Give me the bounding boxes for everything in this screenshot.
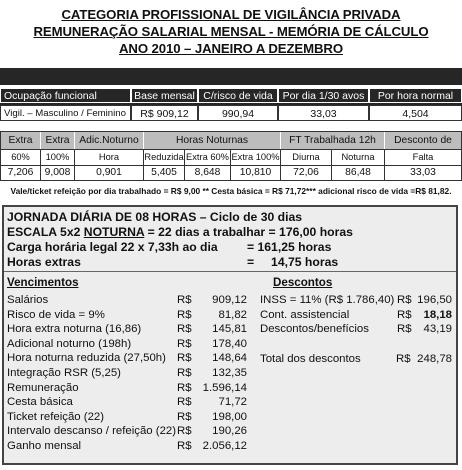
vencimento-item-label: Risco de vida = 9% (7, 308, 105, 321)
table2-sub-falta: Falta (412, 152, 434, 162)
table1-header-dia: Por dia 1/30 avos (278, 88, 369, 103)
vencimento-item-label: Ganho mensal (7, 440, 82, 452)
vencimento-item-value: 71,72 (218, 396, 247, 409)
vencimento-item-currency: R$ (177, 425, 192, 438)
vencimento-item-value: 81,82 (218, 308, 247, 321)
carga-label: Carga horária legal 22 x 7,33h ao dia (7, 240, 218, 254)
table2-val-diurna: 72,06 (281, 166, 332, 180)
vencimento-item-value: 909,12 (212, 294, 247, 306)
vencimento-item-label: Integração RSR (5,25) (7, 367, 121, 379)
table1-cell-risco: 990,94 (198, 105, 278, 121)
vencimento-item-currency: R$ (177, 337, 192, 350)
table2-sub-reduzida: Reduzida (144, 150, 185, 165)
descontos-heading: Descontos (273, 276, 333, 289)
benefits-note: Vale/ticket refeição por dia trabalhado = R$ 9,00 ** Cesta básica = R$ 71,72*** adicional risco de vida =R$ 81,82. (10, 186, 452, 196)
escala-line (7, 225, 353, 239)
vencimento-item-currency: R$ (177, 323, 192, 336)
desconto-item-value: 196,50 (417, 294, 452, 306)
escala-suffix: = 22 dias a trabalhar = 176,00 horas (144, 225, 353, 239)
table2-group-ft: FT Trabalhada 12h (281, 132, 385, 149)
vencimento-item-value: 2.056,12 (202, 440, 247, 452)
table1-header-ocupacao: Ocupação funcional (0, 88, 131, 103)
table2-group-extra-60: Extra (1, 132, 41, 149)
table2-sub-100: 100% (41, 150, 75, 165)
vencimento-item-label: Hora noturna reduzida (27,50h) (7, 352, 166, 365)
vencimento-item-label: Hora extra noturna (16,86) (7, 323, 142, 336)
vencimento-item-currency: R$ (177, 367, 192, 379)
vencimento-item-currency: R$ (177, 440, 192, 452)
table2-group-horas-noturnas: Horas Noturnas (144, 132, 281, 149)
vencimento-item-value: 145,81 (212, 323, 247, 336)
table2 (0, 131, 462, 181)
table2-group-adicional: Adic.Noturno (75, 132, 144, 149)
table1-cell-ocupacao: Vigil. – Masculino / Feminino (0, 105, 131, 121)
table2-val-reduzida: 5,405 (144, 166, 185, 180)
table1-top-bar (0, 68, 462, 85)
desconto-item-label: Descontos/benefícios (260, 323, 369, 335)
vencimento-item-label: Adicional noturno (198h) (7, 337, 132, 350)
vencimento-item-value: 190,26 (212, 425, 247, 438)
table2-val-100: 9,008 (41, 166, 75, 180)
extras-value: = 14,75 horas (247, 255, 339, 269)
table2-val-60: 7,206 (1, 166, 41, 180)
table2-group-extra-100: Extra (41, 132, 75, 149)
title-line-1: CATEGORIA PROFISSIONAL DE VIGILÂNCIA PRIVADA (61, 7, 401, 22)
carga-value: = 161,25 horas (247, 240, 332, 254)
desconto-item-currency: R$ (397, 323, 412, 335)
vencimento-item-value: 1.596,14 (202, 381, 247, 394)
escala-prefix: ESCALA 5x2 (7, 225, 84, 239)
table2-sub-hora: Hora (75, 150, 144, 165)
desconto-item-label: Total dos descontos (260, 353, 361, 365)
vencimento-item-label: Salários (7, 294, 49, 306)
jornada-title: JORNADA DIÁRIA DE 08 HORAS – Ciclo de 30 dias (7, 210, 303, 224)
escala-keyword: NOTURNA (83, 225, 145, 239)
desconto-item-currency: R$ (397, 294, 412, 306)
vencimento-item-value: 178,40 (212, 337, 247, 350)
desconto-item-value: 43,19 (423, 323, 452, 335)
desconto-item-value: 248,78 (417, 353, 452, 365)
table2-sub-60: 60% (1, 150, 41, 165)
vencimentos-heading: Vencimentos (7, 276, 79, 289)
vencimento-item-label: Intervalo descanso / refeição (22) (7, 425, 177, 438)
table2-sub-diurna: Diurna (281, 150, 332, 165)
desconto-item-label: Cont. assistencial (260, 309, 350, 321)
desconto-item-currency: R$ (396, 353, 411, 365)
vencimento-item-currency: R$ (177, 294, 192, 306)
table2-val-hora: 0,901 (75, 166, 144, 180)
vencimento-item-label: Cesta básica (7, 396, 73, 409)
vencimento-item-currency: R$ (177, 381, 192, 394)
table2-val-falta: 33,03 (410, 167, 436, 178)
title-line-2: REMUNERAÇÃO SALARIAL MENSAL - MEMÓRIA DE CÁLCULO (33, 24, 429, 39)
table2-sub-extra100: Extra 100% (231, 150, 281, 165)
extras-label: Horas extras (7, 255, 81, 269)
vencimento-item-value: 198,00 (212, 410, 247, 423)
vencimento-item-currency: R$ (177, 410, 192, 423)
table2-sub-extra60: Extra 60% (185, 150, 231, 165)
table2-val-extra60: 8,648 (185, 166, 231, 180)
vencimento-item-currency: R$ (177, 352, 192, 365)
vencimento-item-label: Ticket refeição (22) (7, 410, 105, 423)
table2-val-extra100: 10,810 (231, 166, 281, 180)
table2-sub-noturna: Noturna (332, 150, 385, 165)
vencimento-item-currency: R$ (177, 396, 192, 409)
table1-header-base: Base mensal (131, 88, 198, 103)
title-line-3: ANO 2010 – JANEIRO A DEZEMBRO (118, 41, 344, 56)
vencimento-item-value: 132,35 (212, 367, 247, 379)
desconto-item-value: 18,18 (423, 309, 452, 321)
table1-cell-dia: 33,03 (278, 105, 369, 121)
jornada-box (2, 205, 458, 465)
vencimento-item-value: 148,64 (212, 352, 247, 365)
vencimento-item-currency: R$ (177, 308, 192, 321)
table1-header-risco: C/risco de vida (198, 88, 278, 103)
table2-group-desconto: Desconto de (385, 132, 461, 149)
table1-header-hora: Por hora normal (369, 88, 462, 103)
desconto-item-currency: R$ (397, 309, 412, 321)
vencimento-item-label: Remuneração (7, 381, 79, 394)
table1-cell-base: R$ 909,12 (131, 105, 198, 121)
table2-val-noturna: 86,48 (332, 166, 385, 180)
table1-cell-hora: 4,504 (369, 105, 462, 121)
desconto-item-label: INSS = 11% (R$ 1.786,40) (260, 294, 395, 306)
